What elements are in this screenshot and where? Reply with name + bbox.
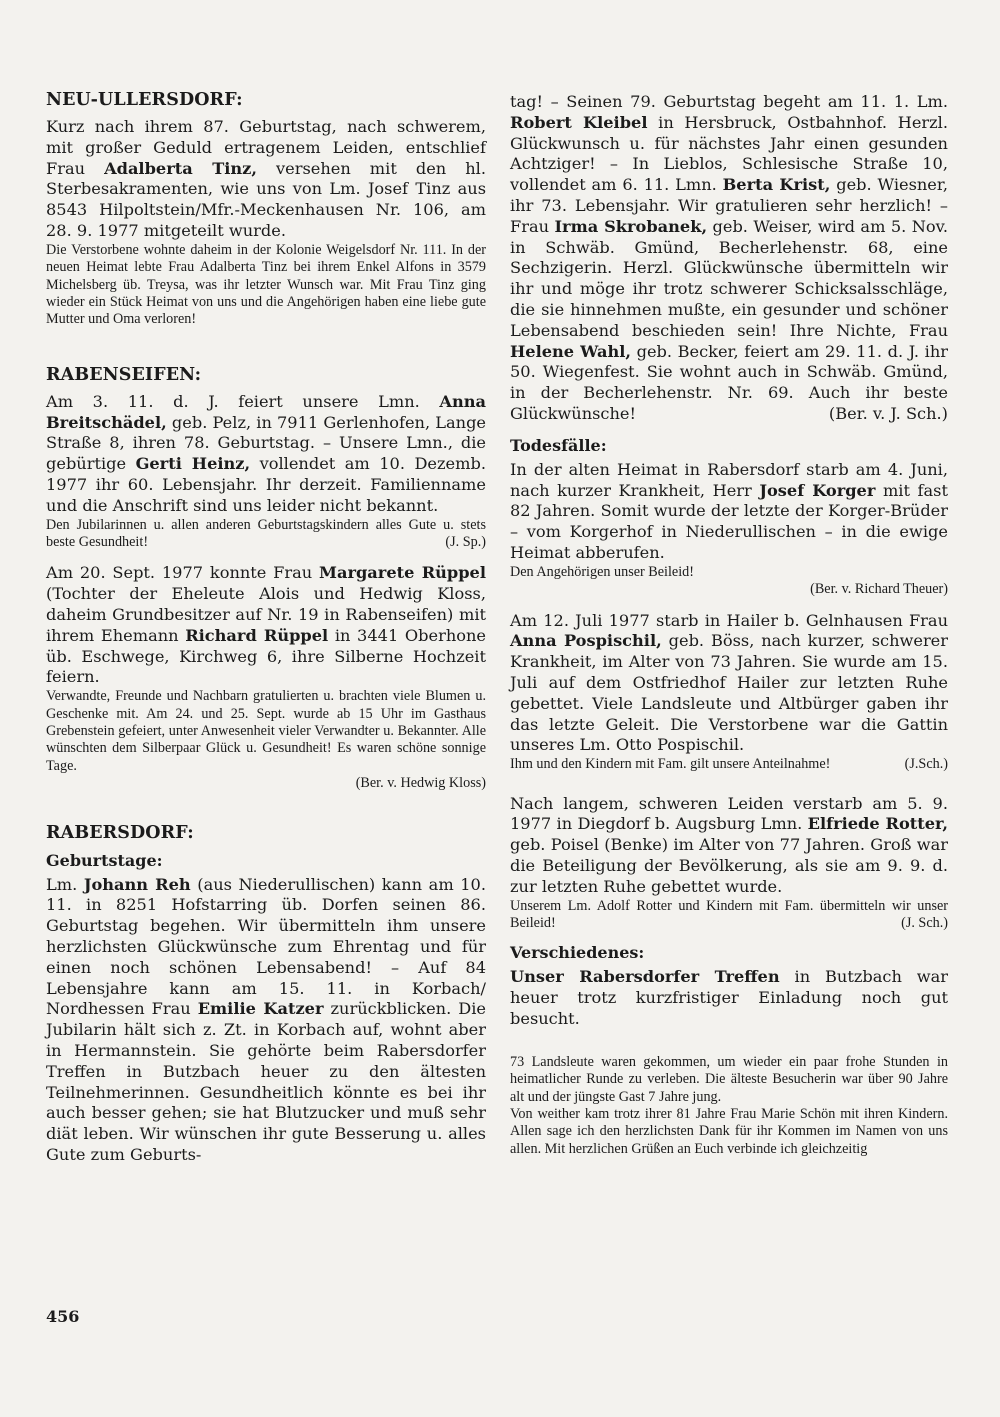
rabenseifen-paragraph-4: Verwandte, Freunde und Nachbarn gratulierten u. brachten viele Blumen u. Geschenke mit. Am 24. und 25. Sept. wurde ab 15 Uhr im Gasthaus Grebenstein gefeiert, unter Anwesenheit vieler Verwandter u. Bekannter. Alle wünschten dem Silberpaar Glück u. Gesundheit! Es waren schöne sonnige Tage.	[46, 688, 486, 774]
heading-verschiedenes: Verschiedenes:	[510, 943, 645, 963]
neu-ullersdorf-paragraph-1: Kurz nach ihrem 87. Geburtstag, nach schwerem, mit großer Geduld ertragenem Leiden, entschlief Frau Adalberta Tinz, versehen mit den hl. Sterbesakramenten, wie uns von Lm. Josef Tinz aus 8543 Hilpoltstein/Mfr.-Meckenhausen Nr. 106, am 28. 9. 1977 mitgeteilt wurde.	[46, 117, 486, 240]
todesfaelle-signature-2: (J.Sch.)	[904, 756, 948, 773]
rabenseifen-signature-2: (Ber. v. Hedwig Kloss)	[355, 775, 486, 792]
heading-neu-ullersdorf: NEU-ULLERSDORF:	[46, 90, 243, 110]
todesfaelle-signature-1: (Ber. v. Richard Theuer)	[810, 581, 948, 598]
todesfaelle-signature-3: (J. Sch.)	[901, 914, 948, 931]
heading-rabenseifen: RABENSEIFEN:	[46, 364, 202, 385]
heading-rabersdorf: RABERSDORF:	[46, 822, 194, 843]
left-column	[46, 88, 486, 1166]
verschiedenes-paragraph-2: 73 Landsleute waren gekommen, um wieder ein paar frohe Stunden in heimatlicher Runde zu verleben. Die älteste Besucherin war über 90 Jahre alt und der jüngste Gast 7 Jahre jung.	[510, 1053, 948, 1105]
neu-ullersdorf-paragraph-2: Die Verstorbene wohnte daheim in der Kolonie Weigelsdorf Nr. 111. In der neuen Heimat lebte Frau Adalberta Tinz bei ihrem Enkel Alfons in 3579 Michelsberg üb. Treysa, was ihr letzter Wunsch war. Mit Frau Tinz ging wieder ein Stück Heimat von uns und die Angehörigen haben eine liebe gute Mutter und Oma verloren!	[46, 241, 486, 328]
todesfaelle-condolence-1: Den Angehörigen unser Beileid!	[510, 563, 694, 580]
todesfaelle-paragraph-1: In der alten Heimat in Rabersdorf starb am 4. Juni, nach kurzer Krankheit, Herr Josef Korger mit fast 82 Jahren. Somit wurde der letzte der Korger-Brüder – vom Korgerhof in Niederullischen – in die ewige Heimat abberufen.	[510, 459, 948, 562]
page-number: 456	[46, 1307, 80, 1326]
todesfaelle-condolence-2: Ihm und den Kindern mit Fam. gilt unsere Anteilnahme! (J.Sch.)	[510, 756, 948, 773]
rabenseifen-signature-1: (J. Sp.)	[445, 534, 486, 550]
rabenseifen-paragraph-3: Am 20. Sept. 1977 konnte Frau Margarete Rüppel (Tochter der Eheleute Alois und Hedwig Kloss, daheim Grundbesitzer auf Nr. 19 in Rabenseifen) mit ihrem Ehemann Richard Rüppel in 3441 Oberhone üb. Eschwege, Kirchweg 6, ihre Silberne Hochzeit feiern.	[46, 563, 487, 687]
todesfaelle-paragraph-2: Am 12. Juli 1977 starb in Hailer b. Gelnhausen Frau Anna Pospischil, geb. Böss, nach kurzer, schwerer Krankheit, im Alter von 73 Jahren. Sie wurde am 15. Juli auf dem Ostfriedhof Hailer zur letzten Ruhe gebettet. Viele Landsleute und Altbürger gaben ihr das letzte Geleit. Die Verstorbene war die Gattin unseres Lm. Otto Pospischil.	[510, 610, 949, 755]
right-column	[510, 92, 948, 1158]
right-paragraph-1: tag! – Seinen 79. Geburtstag begeht am 11. 1. Lm. Robert Kleibel in Hersbruck, Ostbahnhof. Herzl. Glückwunsch u. für nächstes Jahr einen gesunden Achtziger! – In Lieblos, Schlesische Straße 10, vollendet am 6. 11. Lmn. Berta Krist, geb. Wiesner, ihr 73. Lebensjahr. Wir gratulieren sehr herzlich! – Frau Irma Skrobanek, geb. Weiser, wird am 5. Nov. in Schwäb. Gmünd, Becherlehenstr. 68, eine Sechzigerin. Herzl. Glückwünsche übermitteln wir ihr und möge ihr trotz schwerer Schicksalsschläge, die sie hinnehmen mußte, ein gesunder und schöner Lebensabend beschieden sein! Ihre Nichte, Frau Helene Wahl, geb. Becker, feiert am 29. 11. d. J. ihr 50. Wiegenfest. Sie wohnt auch in Schwäb. Gmünd, in der Becherlehenstr. Nr. 69. Auch ihr beste Glückwünsche! (Ber. v. J. Sch.)	[510, 92, 949, 423]
subheading-geburtstage: Geburtstage:	[46, 850, 163, 870]
rabenseifen-paragraph-1: Am 3. 11. d. J. feiert unsere Lmn. Anna Breitschädel, geb. Pelz, in 7911 Gerlenhofen, Lange Straße 8, ihren 78. Geburtstag. – Unsere Lmn., die gebürtige Gerti Heinz, vollendet am 10. Dezemb. 1977 ihr 60. Lebensjahr. Ihr derzeit. Familienname und die Anschrift sind uns leider nicht bekannt.	[46, 391, 487, 515]
verschiedenes-paragraph-1: Unser Rabersdorfer Treffen in Butzbach war heuer trotz kurzfristiger Einladung noch gut besucht.	[510, 967, 948, 1028]
verschiedenes-paragraph-3: Von weither kam trotz ihrer 81 Jahre Frau Marie Schön mit ihren Kindern. Allen sage ich den herzlichsten Dank für ihr Kommen im Namen von uns allen. Mit herzlichen Grüßen an Euch verbinde ich gleichzeitig	[510, 1105, 948, 1157]
rabersdorf-paragraph-1: Lm. Johann Reh (aus Niederullischen) kann am 10. 11. in 8251 Hofstarring üb. Dorfen seinen 86. Geburtstag begehen. Wir übermitteln ihm unsere herzlichsten Glückwünsche zum Ehrentag und für einen noch schönen Lebensabend! – Auf 84 Lebensjahre kann am 15. 11. in Korbach/ Nordhessen Frau Emilie Katzer zurückblicken. Die Jubilarin hält sich z. Zt. in Korbach auf, wohnt aber in Hermannstein. Sie gehörte beim Rabersdorfer Treffen in Butzbach heuer zu den ältesten Teilnehmerinnen. Gesundheitlich könnte es bei ihr auch besser gehen; sie hat Blutzucker und muß sehr diät leben. Wir wünschen ihr gute Besserung u. alles Gute zum Geburts-	[46, 874, 486, 1164]
todesfaelle-condolence-3: Unserem Lm. Adolf Rotter und Kindern mit Fam. übermitteln wir unser Beileid! (J. Sch.)	[510, 897, 948, 931]
rabenseifen-paragraph-2: Den Jubilarinnen u. allen anderen Geburtstagskindern alles Gute u. stets beste Gesundheit! (J. Sp.)	[46, 516, 486, 550]
heading-todesfaelle: Todesfälle:	[510, 435, 607, 455]
todesfaelle-paragraph-3: Nach langem, schweren Leiden verstarb am 5. 9. 1977 in Diegdorf b. Augsburg Lmn. Elfriede Rotter, geb. Poisel (Benke) im Alter von 77 Jahren. Groß war die Beteiligung der Bevölkerung, als sie am 9. 9. d. zur letzten Ruhe gebettet wurde.	[510, 793, 948, 896]
right-signature-1: (Ber. v. J. Sch.)	[828, 403, 948, 423]
